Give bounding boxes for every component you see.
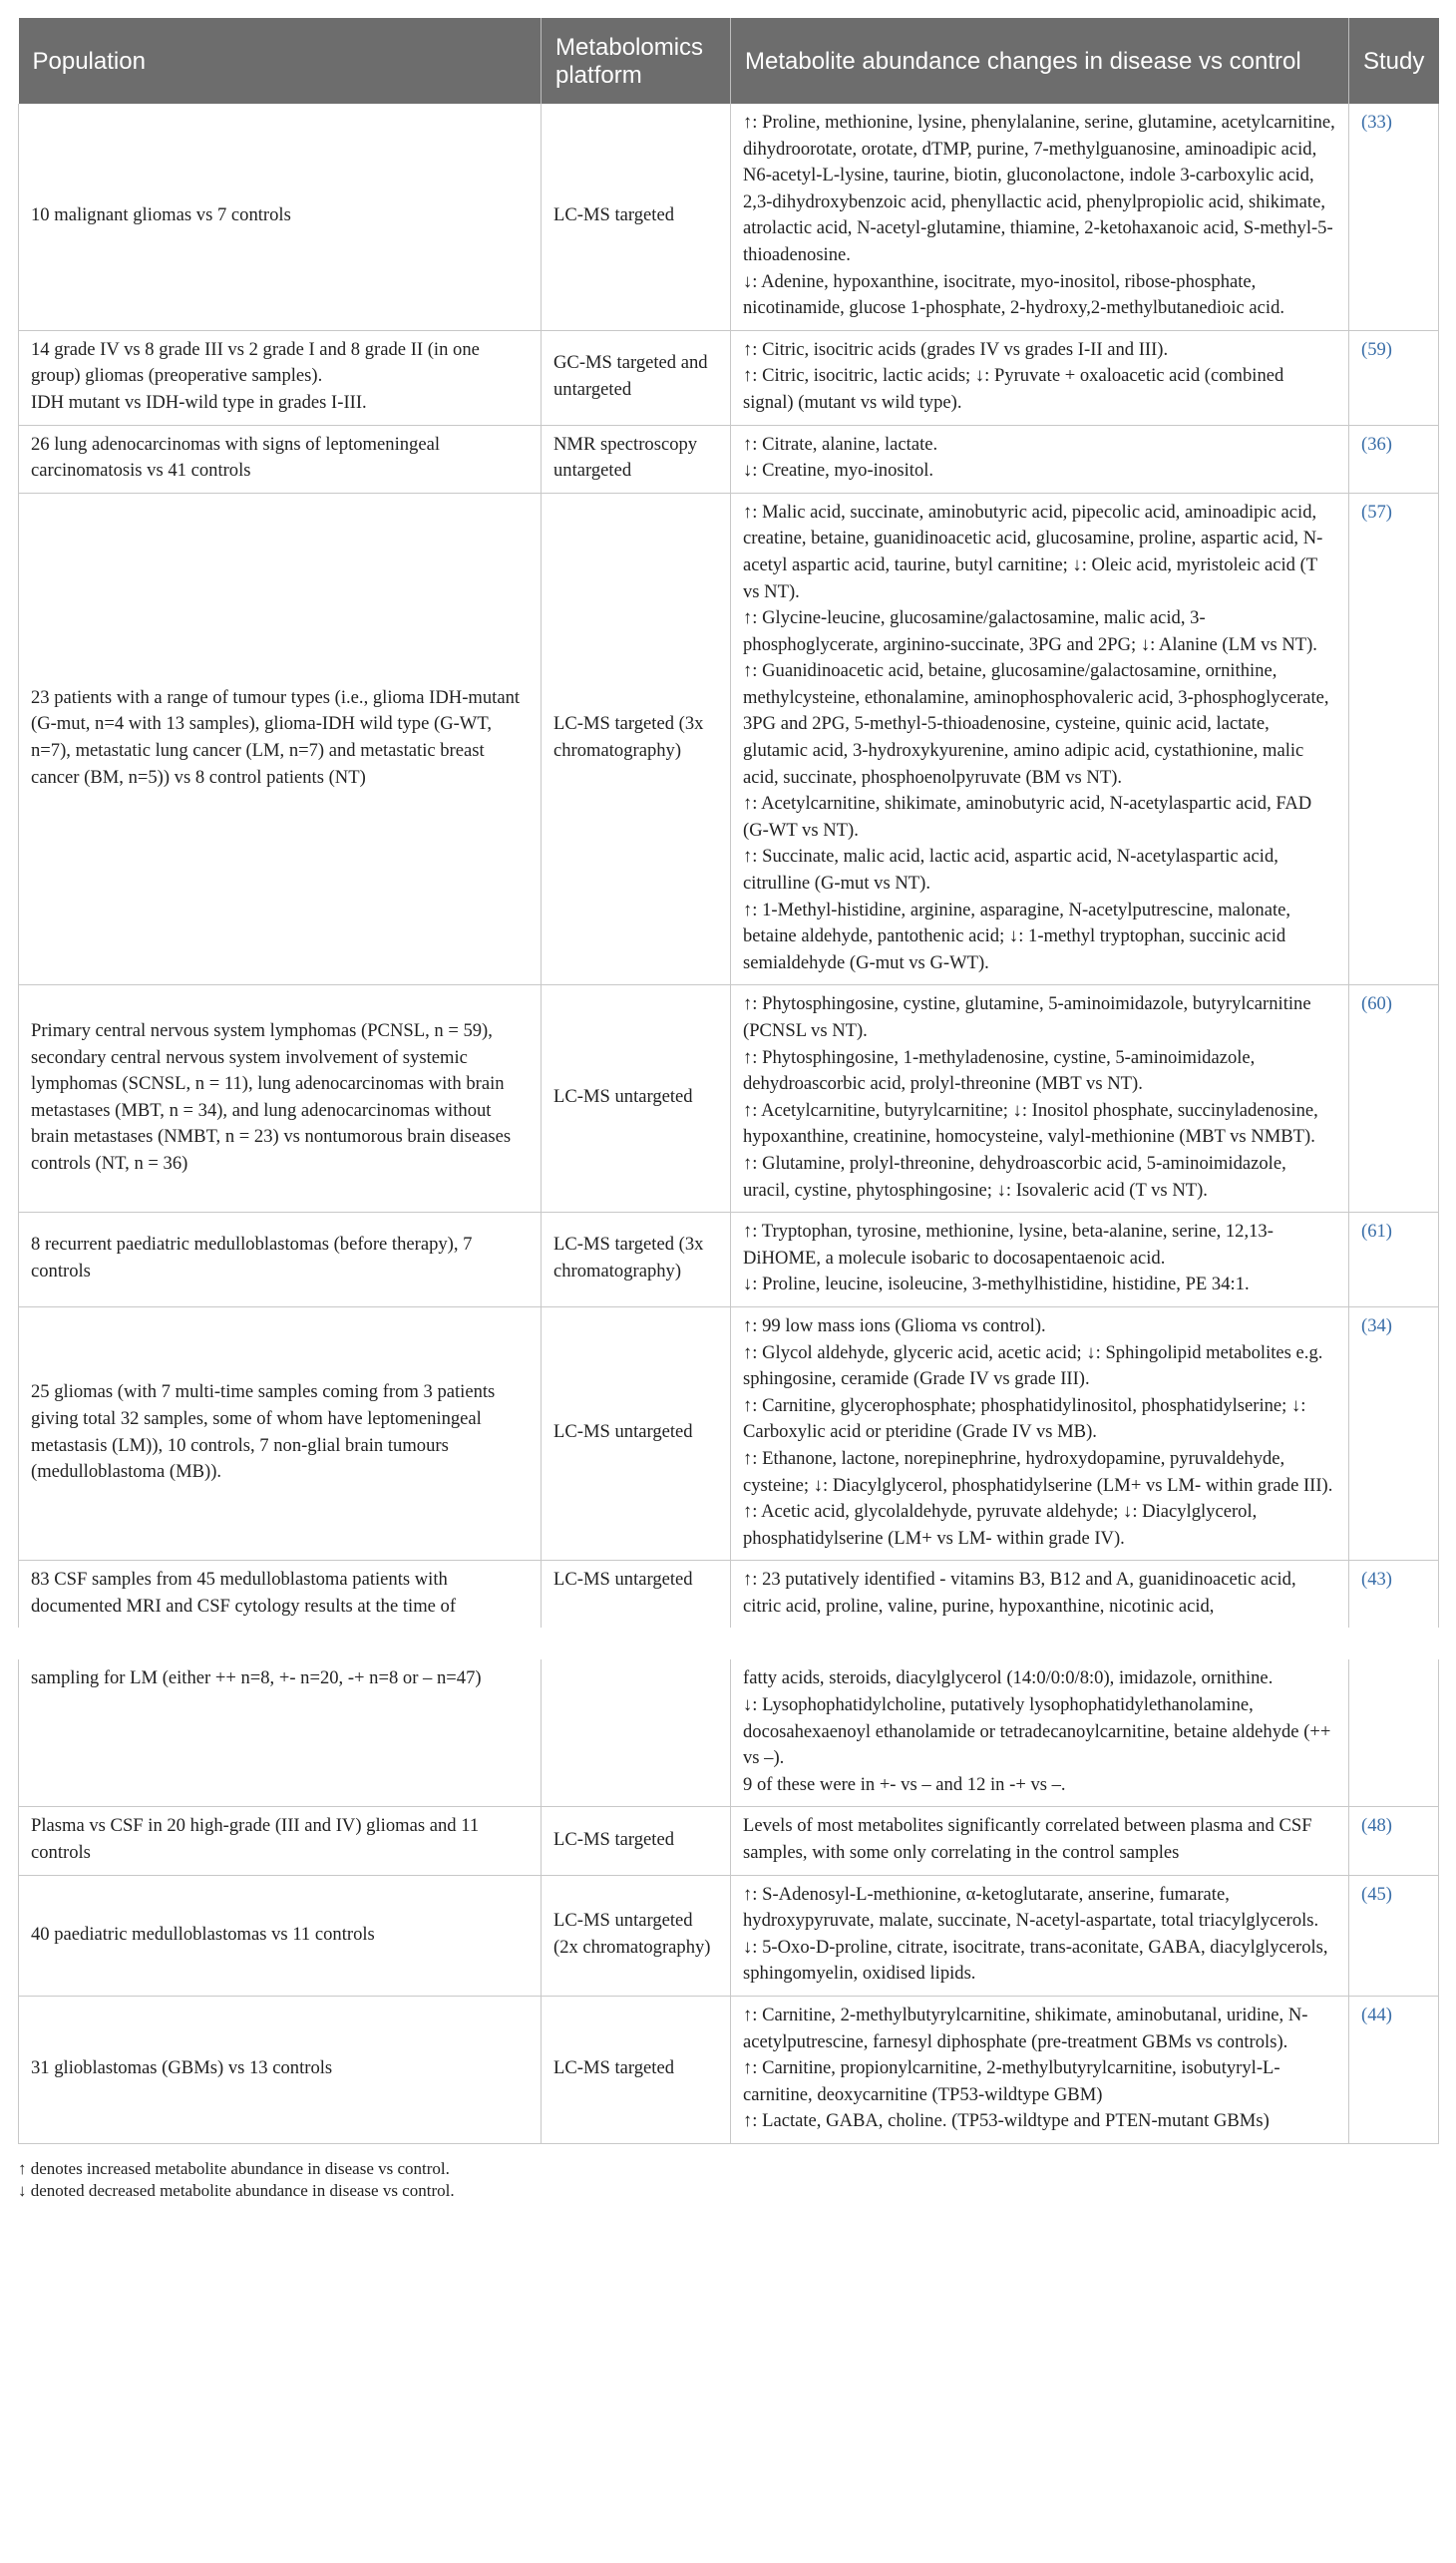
population-cell: sampling for LM (either ++ n=8, +- n=20, -+ n=8 or – n=47) bbox=[19, 1659, 542, 1806]
page-break-cell bbox=[19, 1628, 1439, 1659]
table-row bbox=[19, 1807, 1439, 1875]
abundance-line: Levels of most metabolites significantly correlated between plasma and CSF samples, with some only correlating in the control samples bbox=[743, 1815, 1312, 1864]
footnote-increase: ↑ denotes increased metabolite abundance in disease vs control. bbox=[18, 2158, 450, 2178]
abundance-line: ↓: Lysophophatidylcholine, putatively lysophophatidylethanolamine, docosahexaenoyl ethanolamide or tetradecanoylcarnitine, betaine aldehyde (++ vs –). bbox=[743, 1694, 1331, 1769]
abundance-line: ↓: 5-Oxo-D-proline, citrate, isocitrate, trans-aconitate, GABA, diacylglycerols, sphingomyelin, oxidised lipids. bbox=[743, 1936, 1328, 1985]
platform-cell: LC-MS untargeted (2x chromatography) bbox=[542, 1875, 731, 1996]
abundance-cell bbox=[731, 1659, 1349, 1806]
population-cell: 40 paediatric medulloblastomas vs 11 controls bbox=[19, 1875, 542, 1996]
table-row bbox=[19, 330, 1439, 425]
table-row bbox=[19, 104, 1439, 330]
table-row bbox=[19, 425, 1439, 493]
footnotes bbox=[18, 2158, 1438, 2202]
population-cell: Primary central nervous system lymphomas (PCNSL, n = 59), secondary central nervous system involvement of systemic lymphomas (SCNSL, n = 11), lung adenocarcinomas with brain metastases (MBT, n = 34), and lung adenocarcinomas without brain metastases (NMBT, n = 23) vs nontumorous brain diseases controls (NT, n = 36) bbox=[19, 985, 542, 1213]
study-reference-link[interactable]: (36) bbox=[1349, 425, 1439, 493]
table-row bbox=[19, 1213, 1439, 1307]
abundance-cell bbox=[731, 1213, 1349, 1307]
abundance-line: ↑: 23 putatively identified - vitamins B3, B12 and A, guanidinoacetic acid, citric acid, proline, valine, purine, hypoxanthine, nicotinic acid, bbox=[743, 1569, 1296, 1617]
table-row bbox=[19, 985, 1439, 1213]
study-reference-link[interactable]: (44) bbox=[1349, 1997, 1439, 2144]
abundance-cell bbox=[731, 493, 1349, 985]
table-wrapper bbox=[18, 18, 1438, 2202]
platform-cell: LC-MS targeted bbox=[542, 1807, 731, 1875]
abundance-cell bbox=[731, 1306, 1349, 1560]
abundance-line: ↑: Carnitine, glycerophosphate; phosphatidylinositol, phosphatidylserine; ↓: Carboxylic acid or pteridine (Grade IV vs MB). bbox=[743, 1394, 1306, 1443]
abundance-line: ↑: Guanidinoacetic acid, betaine, glucosamine/galactosamine, ornithine, methylcysteine, ethonalamine, aminophosphovaleric acid, 3-phosphoglycerate, 3PG and 2PG, 5-methyl-5-thioadenosine, cysteine, quinic acid, lactate, glutamic acid, 3-hydroxykyurenine, amino adipic acid, cystathionine, malic acid, succinate, phosphoenolpyruvate (BM vs NT). bbox=[743, 660, 1329, 788]
abundance-line: ↑: S-Adenosyl-L-methionine, α-ketoglutarate, anserine, fumarate, hydroxypyruvate, malate, succinate, N-acetyl-aspartate, total triacylglycerols. bbox=[743, 1883, 1319, 1932]
abundance-cell bbox=[731, 1875, 1349, 1996]
abundance-line: ↑: 99 low mass ions (Glioma vs control). bbox=[743, 1314, 1046, 1336]
table-row bbox=[19, 1561, 1439, 1629]
header-study: Study bbox=[1349, 18, 1439, 104]
population-cell: 8 recurrent paediatric medulloblastomas (before therapy), 7 controls bbox=[19, 1213, 542, 1307]
study-reference-link[interactable]: (60) bbox=[1349, 985, 1439, 1213]
table-row bbox=[19, 1997, 1439, 2144]
abundance-cell bbox=[731, 330, 1349, 425]
study-reference-link[interactable]: (59) bbox=[1349, 330, 1439, 425]
page-break-gap bbox=[19, 1628, 1439, 1659]
abundance-line: ↑: Phytosphingosine, cystine, glutamine, 5-aminoimidazole, butyrylcarnitine (PCNSL vs NT). bbox=[743, 993, 1311, 1041]
abundance-line: ↑: Acetylcarnitine, shikimate, aminobutyric acid, N-acetylaspartic acid, FAD (G-WT vs NT). bbox=[743, 793, 1312, 841]
abundance-cell bbox=[731, 1997, 1349, 2144]
abundance-line: ↑: Glycol aldehyde, glyceric acid, acetic acid; ↓: Sphingolipid metabolites e.g. sphingosine, ceramide (Grade IV vs grade III). bbox=[743, 1341, 1323, 1390]
platform-cell bbox=[542, 1659, 731, 1806]
table-row bbox=[19, 1875, 1439, 1996]
abundance-line: ↑: Acetic acid, glycolaldehyde, pyruvate aldehyde; ↓: Diacylglycerol, phosphatidylserine (LM+ vs LM- within grade IV). bbox=[743, 1501, 1258, 1549]
platform-cell: LC-MS untargeted bbox=[542, 985, 731, 1213]
header-population: Population bbox=[19, 18, 542, 104]
abundance-line: ↑: Glycine-leucine, glucosamine/galactosamine, malic acid, 3-phosphoglycerate, arginino-succinate, 3PG and 2PG; ↓: Alanine (LM vs NT). bbox=[743, 607, 1317, 655]
table-row bbox=[19, 493, 1439, 985]
header-platform: Metabolomics platform bbox=[542, 18, 731, 104]
population-cell: Plasma vs CSF in 20 high-grade (III and IV) gliomas and 11 controls bbox=[19, 1807, 542, 1875]
platform-cell: NMR spectroscopy untargeted bbox=[542, 425, 731, 493]
abundance-line: ↑: Acetylcarnitine, butyrylcarnitine; ↓: Inositol phosphate, succinyladenosine, hypoxanthine, creatinine, homocysteine, valyl-methionine (MBT vs NMBT). bbox=[743, 1099, 1318, 1148]
abundance-line: ↑: Glutamine, prolyl-threonine, dehydroascorbic acid, 5-aminoimidazole, uracil, cystine, phytosphingosine; ↓: Isovaleric acid (T vs NT). bbox=[743, 1152, 1286, 1201]
metabolomics-table bbox=[18, 18, 1439, 2144]
population-cell: 25 gliomas (with 7 multi-time samples coming from 3 patients giving total 32 samples, some of whom have leptomeningeal metastasis (LM)), 10 controls, 7 non-glial brain tumours (medulloblastoma (MB)). bbox=[19, 1306, 542, 1560]
table-row bbox=[19, 1306, 1439, 1560]
abundance-cell bbox=[731, 1561, 1349, 1629]
platform-cell: LC-MS targeted bbox=[542, 1997, 731, 2144]
abundance-line: 9 of these were in +- vs – and 12 in -+ vs –. bbox=[743, 1773, 1066, 1795]
abundance-line: ↑: Citrate, alanine, lactate. bbox=[743, 433, 938, 455]
platform-cell: LC-MS untargeted bbox=[542, 1306, 731, 1560]
abundance-line: ↑: Carnitine, propionylcarnitine, 2-methylbutyrylcarnitine, isobutyryl-L-carnitine, deoxycarnitine (TP53-wildtype GBM) bbox=[743, 2057, 1280, 2105]
study-reference-link[interactable]: (34) bbox=[1349, 1306, 1439, 1560]
platform-cell: LC-MS untargeted bbox=[542, 1561, 731, 1629]
abundance-cell bbox=[731, 104, 1349, 330]
population-cell: 10 malignant gliomas vs 7 controls bbox=[19, 104, 542, 330]
study-reference-link[interactable]: (48) bbox=[1349, 1807, 1439, 1875]
abundance-line: ↑: 1-Methyl-histidine, arginine, asparagine, N-acetylputrescine, malonate, betaine aldehyde, pantothenic acid; ↓: 1-methyl tryptophan, succinic acid semialdehyde (G-mut vs G-WT). bbox=[743, 899, 1291, 973]
abundance-line: ↑: Lactate, GABA, choline. (TP53-wildtype and PTEN-mutant GBMs) bbox=[743, 2110, 1270, 2132]
abundance-line: ↑: Proline, methionine, lysine, phenylalanine, serine, glutamine, acetylcarnitine, dihydroorotate, orotate, dTMP, purine, 7-methylguanosine, aminoadipic acid, N6-acetyl-L-lysine, taurine, biotin, gluconolactone, indole 3-carboxylic acid, 2,3-dihydroxybenzoic acid, phenyllactic acid, phenylpropiolic acid, shikimate, atrolactic acid, N-acetyl-glutamine, thiamine, 2-ketohaxanoic acid, S-methyl-5-thioadenosine. bbox=[743, 112, 1335, 265]
population-cell: 23 patients with a range of tumour types (i.e., glioma IDH-mutant (G-mut, n=4 with 13 samples), glioma-IDH wild type (G-WT, n=7), metastatic lung cancer (LM, n=7) and metastatic breast cancer (BM, n=5)) vs 8 control patients (NT) bbox=[19, 493, 542, 985]
footnote-decrease: ↓ denoted decreased metabolite abundance in disease vs control. bbox=[18, 2180, 455, 2200]
abundance-line: ↑: Malic acid, succinate, aminobutyric acid, pipecolic acid, aminoadipic acid, creatine, betaine, guanidinoacetic acid, glucosamine, proline, aspartic acid, N-acetyl aspartic acid, taurine, butyl carnitine; ↓: Oleic acid, myristoleic acid (T vs NT). bbox=[743, 501, 1323, 602]
population-cell: 83 CSF samples from 45 medulloblastoma patients with documented MRI and CSF cytology results at the time of bbox=[19, 1561, 542, 1629]
population-cell: 31 glioblastomas (GBMs) vs 13 controls bbox=[19, 1997, 542, 2144]
abundance-line: fatty acids, steroids, diacylglycerol (14:0/0:0/8:0), imidazole, ornithine. bbox=[743, 1667, 1274, 1689]
population-cell: 26 lung adenocarcinomas with signs of leptomeningeal carcinomatosis vs 41 controls bbox=[19, 425, 542, 493]
table-row bbox=[19, 1659, 1439, 1806]
abundance-line: ↓: Creatine, myo-inositol. bbox=[743, 460, 934, 482]
abundance-cell bbox=[731, 985, 1349, 1213]
table-body bbox=[19, 104, 1439, 2143]
study-reference-link[interactable]: (57) bbox=[1349, 493, 1439, 985]
header-row bbox=[19, 18, 1439, 104]
abundance-line: ↑: Citric, isocitric acids (grades IV vs grades I-II and III). bbox=[743, 338, 1169, 360]
abundance-line: ↓: Adenine, hypoxanthine, isocitrate, myo-inositol, ribose-phosphate, nicotinamide, glucose 1-phosphate, 2-hydroxy,2-methylbutanedioic acid. bbox=[743, 270, 1285, 319]
platform-cell: GC-MS targeted and untargeted bbox=[542, 330, 731, 425]
abundance-line: ↑: Phytosphingosine, 1-methyladenosine, cystine, 5-aminoimidazole, dehydroascorbic acid, prolyl-threonine (MBT vs NT). bbox=[743, 1046, 1256, 1095]
platform-cell: LC-MS targeted (3x chromatography) bbox=[542, 1213, 731, 1307]
study-reference-link[interactable]: (61) bbox=[1349, 1213, 1439, 1307]
abundance-line: ↑: Succinate, malic acid, lactic acid, aspartic acid, N-acetylaspartic acid, citrulline (G-mut vs NT). bbox=[743, 846, 1278, 895]
population-cell: 14 grade IV vs 8 grade III vs 2 grade I and 8 grade II (in one group) gliomas (preoperative samples). IDH mutant vs IDH-wild type in grades I-III. bbox=[19, 330, 542, 425]
abundance-line: ↑: Ethanone, lactone, norepinephrine, hydroxydopamine, pyruvaldehyde, cysteine; ↓: Diacylglycerol, phosphatidylserine (LM+ vs LM- within grade III). bbox=[743, 1447, 1333, 1496]
abundance-line: ↑: Carnitine, 2-methylbutyrylcarnitine, shikimate, aminobutanal, uridine, N-acetylputrescine, farnesyl diphosphate (pre-treatment GBMs vs controls). bbox=[743, 2005, 1308, 2052]
abundance-line: ↑: Tryptophan, tyrosine, methionine, lysine, beta-alanine, serine, 12,13-DiHOME, a molecule isobaric to docosapentaenoic acid. bbox=[743, 1221, 1274, 1269]
abundance-cell bbox=[731, 1807, 1349, 1875]
platform-cell: LC-MS targeted (3x chromatography) bbox=[542, 493, 731, 985]
abundance-cell bbox=[731, 425, 1349, 493]
abundance-line: ↑: Citric, isocitric, lactic acids; ↓: Pyruvate + oxaloacetic acid (combined signal) (mutant vs wild type). bbox=[743, 365, 1284, 413]
study-reference-link[interactable]: (45) bbox=[1349, 1875, 1439, 1996]
study-reference-link[interactable]: (33) bbox=[1349, 104, 1439, 330]
platform-cell: LC-MS targeted bbox=[542, 104, 731, 330]
study-reference-link[interactable] bbox=[1349, 1659, 1439, 1806]
header-abundance: Metabolite abundance changes in disease vs control bbox=[731, 18, 1349, 104]
abundance-line: ↓: Proline, leucine, isoleucine, 3-methylhistidine, histidine, PE 34:1. bbox=[743, 1274, 1250, 1295]
study-reference-link[interactable]: (43) bbox=[1349, 1561, 1439, 1629]
